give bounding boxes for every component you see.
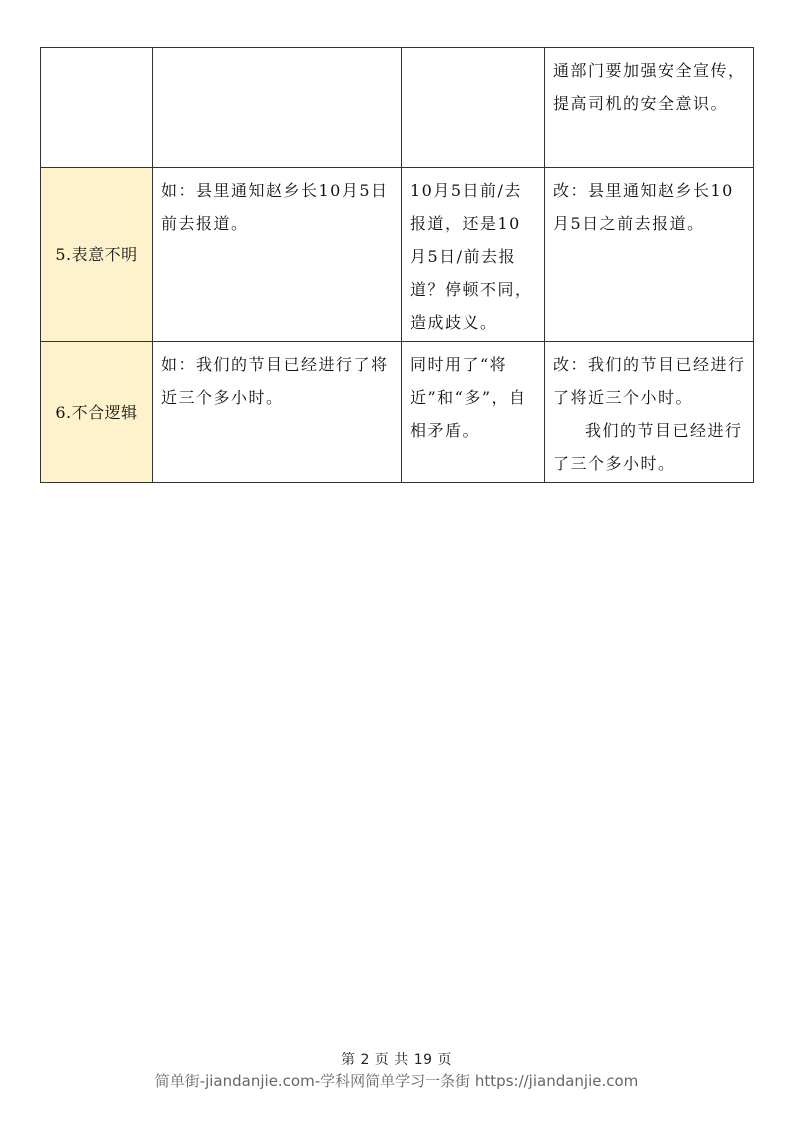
example-cell [153,48,402,168]
correction-line: 改：我们的节目已经进行了将近三个小时。 [553,355,746,407]
correction-cell [545,342,754,483]
table-row [41,48,754,168]
example-cell: 如：我们的节目已经进行了将近三个多小时。 [153,342,402,483]
analysis-cell: 同时用了“将近”和“多”，自相矛盾。 [402,342,545,483]
category-cell [41,48,153,168]
table-row [41,168,754,342]
correction-cell: 通部门要加强安全宣传，提高司机的安全意识。 [545,48,754,168]
analysis-cell [402,48,545,168]
correction-line: 我们的节目已经进行了三个多小时。 [553,421,743,473]
category-cell: 5.表意不明 [41,168,153,342]
correction-cell: 改：县里通知赵乡长10月5日之前去报道。 [545,168,754,342]
table-row [41,342,754,483]
category-cell: 6.不合逻辑 [41,342,153,483]
example-cell: 如：县里通知赵乡长10月5日前去报道。 [153,168,402,342]
page-number: 第 2 页 共 19 页 [341,1052,452,1068]
site-footer-text: 简单街-jiandanjie.com-学科网简单学习一条街 https://jiandanjie.com [154,1072,639,1090]
analysis-cell: 10月5日前/去报道，还是10月5日/前去报道？停顿不同，造成歧义。 [402,168,545,342]
content-table [40,47,754,483]
